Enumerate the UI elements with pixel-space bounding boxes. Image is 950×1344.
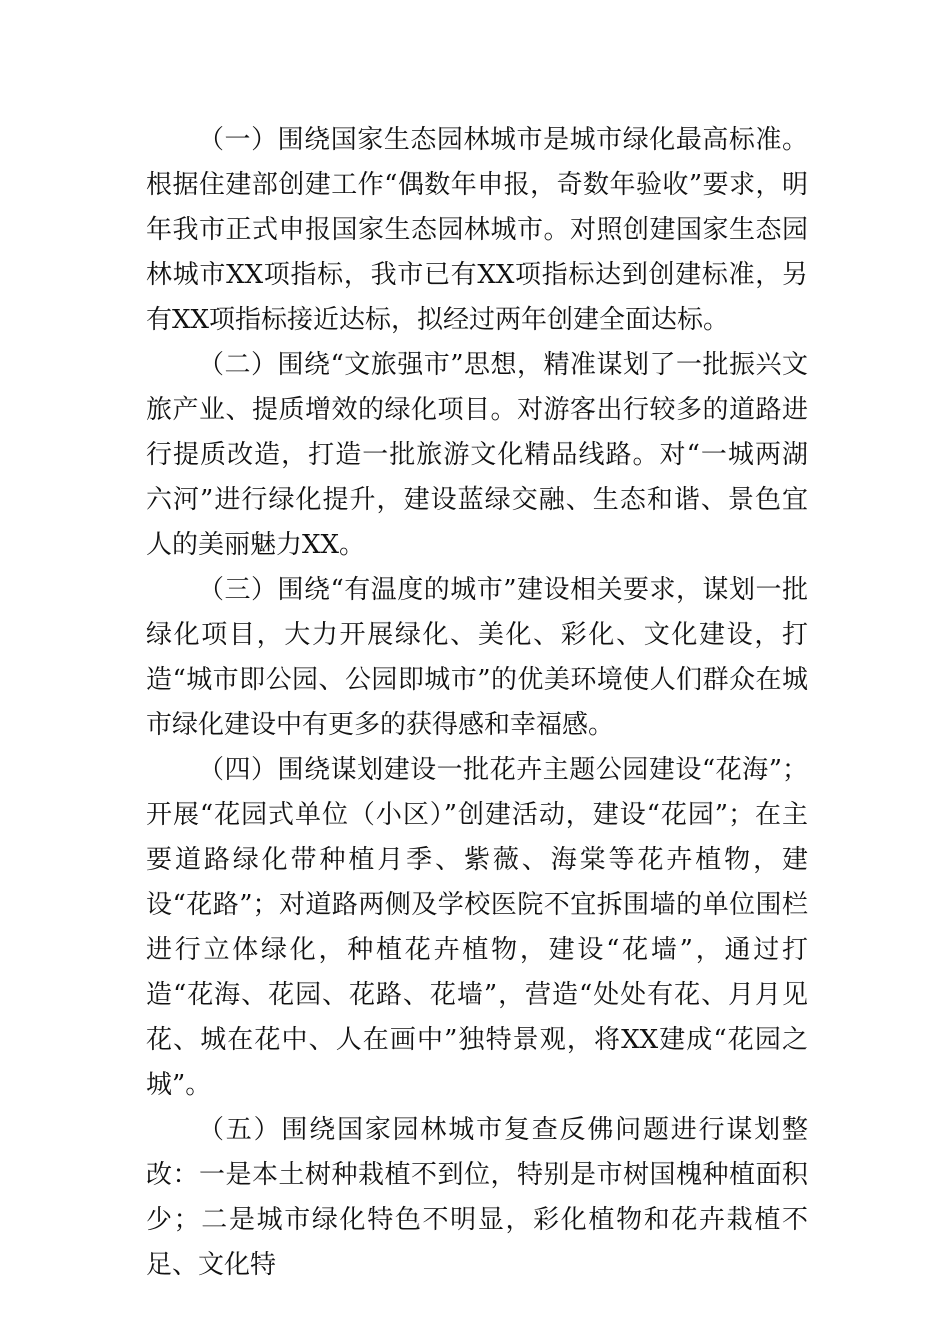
document-body [146, 118, 808, 1288]
paragraph-2: （二）围绕“文旅强市”思想，精准谋划了一批振兴文旅产业、提质增效的绿化项目。对游客出行较多的道路进行提质改造，打造一批旅游文化精品线路。对“一城两湖六河”进行绿化提升，建设蓝绿交融、生态和谐、景色宜人的美丽魅力XX。 [146, 350, 808, 560]
paragraph-1: （一）围绕国家生态园林城市是城市绿化最高标准。根据住建部创建工作“偶数年申报，奇数年验收”要求，明年我市正式申报国家生态园林城市。对照创建国家生态园林城市XX项指标，我市已有XX项指标达到创建标准，另有XX项指标接近达标，拟经过两年创建全面达标。 [146, 125, 808, 335]
paragraph-3: （三）围绕“有温度的城市”建设相关要求，谋划一批绿化项目，大力开展绿化、美化、彩化、文化建设，打造“城市即公园、公园即城市”的优美环境使人们群众在城市绿化建设中有更多的获得感和幸福感。 [146, 575, 808, 740]
paragraph-5: （五）围绕国家园林城市复查反佛问题进行谋划整改：一是本土树种栽植不到位，特别是市树国槐种植面积少；二是城市绿化特色不明显，彩化植物和花卉栽植不足、文化特 [146, 1115, 808, 1280]
paragraph-4: （四）围绕谋划建设一批花卉主题公园建设“花海”；开展“花园式单位（小区）”创建活动，建设“花园”；在主要道路绿化带种植月季、紫薇、海棠等花卉植物，建设“花路”；对道路两侧及学校医院不宜拆围墙的单位围栏进行立体绿化，种植花卉植物，建设“花墙”，通过打造“花海、花园、花路、花墙”，营造“处处有花、月月见花、城在花中、人在画中”独特景观，将XX建成“花园之城”。 [146, 755, 808, 1100]
